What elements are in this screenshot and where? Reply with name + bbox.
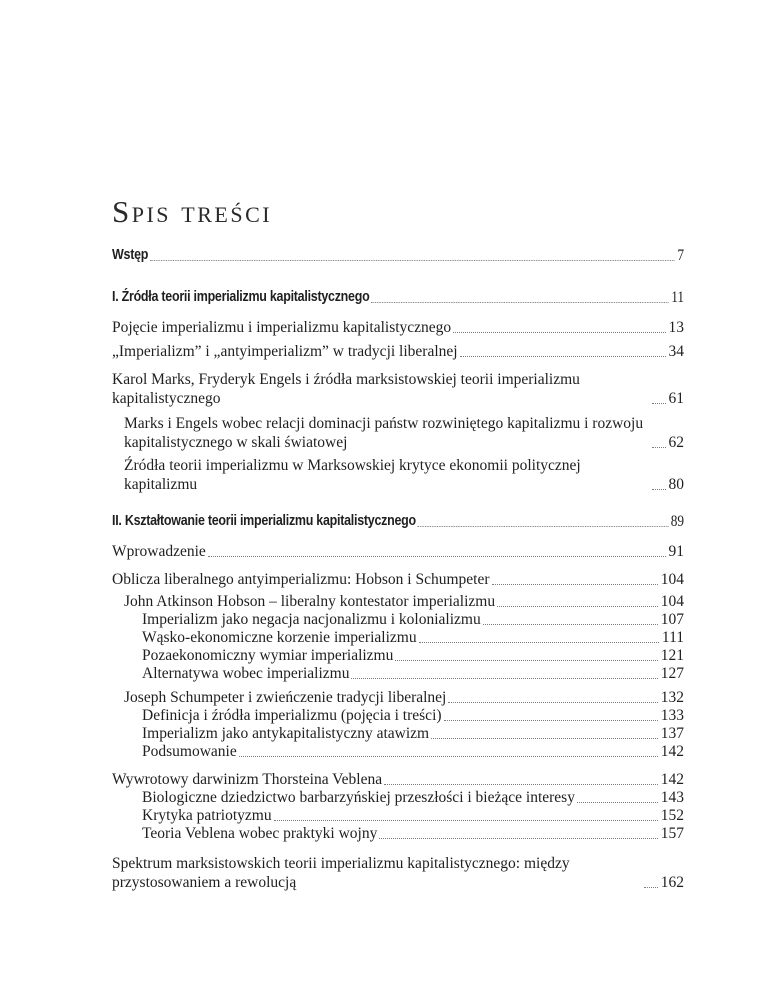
toc-entry-page: 133 <box>660 707 684 724</box>
toc-entry-title: Źródła teorii imperializmu w Marksowskiej krytyce ekonomii politycznej kapitalizmu <box>124 457 581 493</box>
dot-leader <box>371 302 669 303</box>
toc-entry-page: 91 <box>668 543 684 560</box>
toc-entry-title: Karol Marks, Fryderyk Engels i źródła marksistowskiej teorii imperializmu kapitalistycznego <box>112 371 580 407</box>
toc-entry-page: 89 <box>670 513 685 530</box>
toc-entry-page: 157 <box>660 825 684 842</box>
toc-entry[interactable] <box>112 854 684 892</box>
toc-entry[interactable] <box>112 288 684 307</box>
dot-leader <box>208 556 666 557</box>
toc-entry[interactable] <box>112 370 684 408</box>
toc-entry-title: Krytyka patriotyzmu <box>142 807 272 824</box>
toc-entry-title: Wstęp <box>112 247 149 263</box>
dot-leader <box>577 802 658 803</box>
dot-leader <box>418 526 669 527</box>
toc-entry[interactable] <box>112 806 684 825</box>
toc-entry[interactable] <box>112 456 684 494</box>
toc-entry-title: John Atkinson Hobson – liberalny kontestator imperializmu <box>124 593 496 610</box>
toc-entry-title: Wąsko-ekonomiczne korzenie imperializmu <box>142 629 417 646</box>
toc-entry-title: Spektrum marksistowskich teorii imperializmu kapitalistycznego: między przystosowaniem a rewolucją <box>112 855 570 891</box>
dot-leader <box>384 784 658 785</box>
dot-leader <box>644 887 658 888</box>
toc-entry-title: Biologiczne dziedzictwo barbarzyńskiej przeszłości i bieżące interesy <box>142 789 575 806</box>
dot-leader <box>150 260 675 261</box>
toc-entry-title: Joseph Schumpeter i zwieńczenie tradycji liberalnej <box>124 689 447 706</box>
toc-entry-page: 107 <box>660 611 684 628</box>
dot-leader <box>652 403 666 404</box>
toc-entry-title: Imperializm jako antykapitalistyczny atawizm <box>142 725 430 742</box>
toc-entry-title: I. Źródła teorii imperializmu kapitalistycznego <box>112 289 370 305</box>
toc-entry-page: 104 <box>660 571 684 588</box>
dot-leader <box>483 624 658 625</box>
toc-entry-title: Definicja i źródła imperializmu (pojęcia i treści) <box>142 707 442 724</box>
toc-entry-page: 152 <box>660 807 684 824</box>
toc-entry-title: Marks i Engels wobec relacji dominacji państw rozwiniętego kapitalizmu i rozwoju kapitalistycznego w skali światowej <box>124 415 644 451</box>
toc-entry-page: 104 <box>660 593 684 610</box>
toc-entry-title: Wprowadzenie <box>112 543 206 560</box>
dot-leader <box>395 660 657 661</box>
toc-entry[interactable] <box>112 646 684 665</box>
toc-entry-page: 143 <box>660 789 684 806</box>
toc-entry[interactable] <box>112 592 684 611</box>
toc-entry-page: 137 <box>660 725 684 742</box>
toc-entry-page: 142 <box>660 771 684 788</box>
toc-entry[interactable] <box>112 824 684 843</box>
dot-leader <box>448 702 657 703</box>
toc-entry-page: 34 <box>668 343 684 360</box>
toc-entry[interactable] <box>112 610 684 629</box>
toc-entry-title: Imperializm jako negacja nacjonalizmu i kolonializmu <box>142 611 481 628</box>
toc-entry-title: II. Kształtowanie teorii imperializmu kapitalistycznego <box>112 513 416 529</box>
toc-entry[interactable] <box>112 542 684 561</box>
toc-entry[interactable] <box>112 512 684 531</box>
toc-entry-page: 80 <box>668 476 684 493</box>
toc-entry-page: 11 <box>671 289 685 306</box>
dot-leader <box>419 642 659 643</box>
toc-entry-page: 13 <box>668 319 684 336</box>
toc-entry-page: 132 <box>660 689 684 706</box>
toc-entry[interactable] <box>112 246 684 265</box>
dot-leader <box>239 756 658 757</box>
dot-leader <box>274 820 658 821</box>
toc-entry-page: 62 <box>668 434 684 451</box>
toc-entry[interactable] <box>112 570 684 589</box>
toc-entry[interactable] <box>112 724 684 743</box>
toc-entry-page: 121 <box>660 647 684 664</box>
dot-leader <box>497 606 658 607</box>
toc-entry-title: Teoria Veblena wobec praktyki wojny <box>142 825 378 842</box>
dot-leader <box>379 838 657 839</box>
dot-leader <box>453 332 665 333</box>
toc-entry-page: 127 <box>660 665 684 682</box>
toc-entry-title: Pojęcie imperializmu i imperializmu kapitalistycznego <box>112 319 452 336</box>
toc-entry-title: Oblicza liberalnego antyimperializmu: Hobson i Schumpeter <box>112 571 490 588</box>
page-title: Spis treści <box>112 194 273 229</box>
toc-entry[interactable] <box>112 788 684 807</box>
toc-entry-page: 7 <box>677 247 685 264</box>
toc-entry[interactable] <box>112 706 684 725</box>
toc-entry-title: Pozaekonomiczny wymiar imperializmu <box>142 647 394 664</box>
toc-entry-title: Alternatywa wobec imperializmu <box>142 665 350 682</box>
toc-entry[interactable] <box>112 628 684 647</box>
toc-entry[interactable] <box>112 318 684 337</box>
dot-leader <box>460 356 666 357</box>
toc-entry-page: 111 <box>661 629 684 646</box>
dot-leader <box>492 584 658 585</box>
toc-entry[interactable] <box>112 414 684 452</box>
dot-leader <box>652 489 666 490</box>
toc-entry[interactable] <box>112 664 684 683</box>
toc-entry-page: 162 <box>660 874 684 891</box>
toc-entry-title: „Imperializm” i „antyimperializm” w tradycji liberalnej <box>112 343 458 360</box>
toc-entry[interactable] <box>112 342 684 361</box>
toc-entry-page: 142 <box>660 743 684 760</box>
dot-leader <box>652 447 666 448</box>
toc-entry-page: 61 <box>668 390 684 407</box>
toc-entry-title: Podsumowanie <box>142 743 237 760</box>
dot-leader <box>431 738 658 739</box>
toc-entry[interactable] <box>112 742 684 761</box>
dot-leader <box>444 720 658 721</box>
toc-entry[interactable] <box>112 688 684 707</box>
dot-leader <box>351 678 657 679</box>
toc-entry[interactable] <box>112 770 684 789</box>
toc-entry-title: Wywrotowy darwinizm Thorsteina Veblena <box>112 771 383 788</box>
